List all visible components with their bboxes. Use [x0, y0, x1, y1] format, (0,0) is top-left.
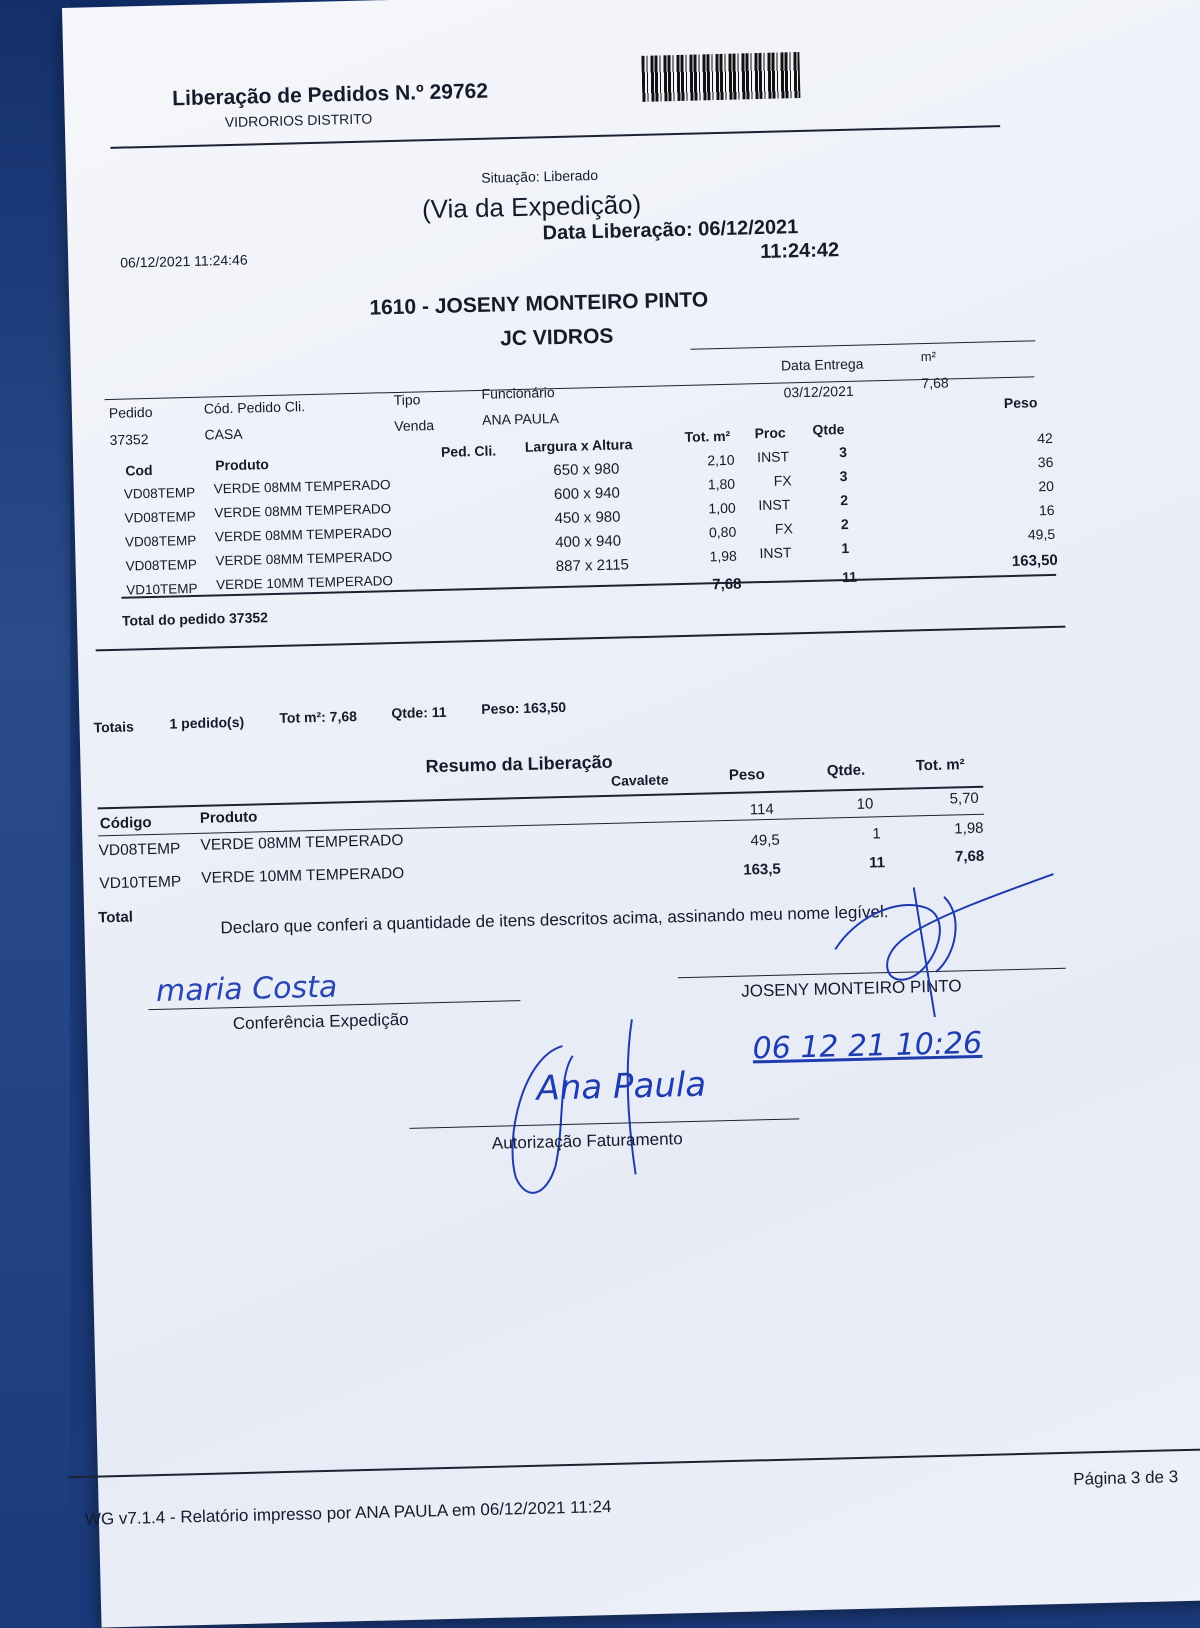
item-dimensions: 400 x 940 — [555, 532, 622, 552]
order-total-peso: 163,50 — [1011, 551, 1058, 570]
order-total-m2: 7,68 — [712, 575, 742, 594]
status-label: Situação: Liberado — [481, 166, 599, 186]
order-total-qtde: 11 — [841, 568, 858, 586]
client-order-code-label: Cód. Pedido Cli. — [203, 398, 306, 417]
summary-tot-m2: 5,70 — [949, 789, 979, 808]
client-date-handwritten: 06 12 21 10:26 — [752, 1025, 983, 1067]
col-qtde: Qtde — [812, 421, 845, 438]
totals-m2: Tot m²: 7,68 — [279, 708, 358, 726]
col-proc: Proc — [754, 424, 786, 442]
summary-header-rule — [98, 786, 984, 813]
col-ped-cli: Ped. Cli. — [440, 442, 497, 460]
type-label: Tipo — [393, 391, 421, 409]
item-cod: VD08TEMP — [124, 508, 196, 526]
client-name: 1610 - JOSENY MONTEIRO PINTO — [369, 288, 709, 320]
summary-tot-m2: 1,98 — [954, 819, 984, 838]
totals-label: Totais — [93, 718, 134, 736]
printed-timestamp: 06/12/2021 11:24:46 — [120, 251, 248, 271]
faturamento-signature-mark — [482, 1012, 747, 1208]
summary-produto: VERDE 10MM TEMPERADO — [201, 864, 405, 887]
item-proc: FX — [773, 472, 792, 489]
item-dimensions: 600 x 940 — [553, 484, 621, 504]
item-cod: VD08TEMP — [125, 556, 198, 574]
footer-rule — [68, 1448, 1200, 1478]
item-tot-m2: 2,10 — [707, 451, 735, 469]
employee-name: ANA PAULA — [481, 409, 560, 428]
footer-printed-by: WG v7.1.4 - Relatório impresso por ANA PAULA em 06/12/2021 11:24 — [84, 1497, 612, 1529]
summary-codigo: VD08TEMP — [98, 840, 181, 860]
expedicao-label: Conferência Expedição — [232, 1009, 409, 1034]
col-produto: Produto — [215, 456, 270, 474]
item-dimensions: 450 x 980 — [554, 508, 621, 528]
order-section-rule — [96, 626, 1066, 652]
expedicao-signature: maria Costa — [155, 969, 338, 1009]
employee-label: Funcionário — [481, 384, 555, 402]
item-tot-m2: 1,98 — [709, 547, 738, 565]
item-cod: VD08TEMP — [124, 532, 197, 550]
item-peso: 49,5 — [1027, 525, 1056, 543]
item-produto: VERDE 08MM TEMPERADO — [214, 525, 392, 545]
item-tot-m2: 0,80 — [708, 523, 737, 541]
faturamento-label: Autorização Faturamento — [491, 1129, 683, 1153]
faturamento-signature: Ana Paula — [536, 1064, 707, 1109]
order-number: 37352 — [109, 431, 149, 448]
delivery-date-value: 03/12/2021 — [783, 382, 854, 401]
summary-col-peso: Peso — [728, 766, 766, 784]
item-cod: VD10TEMP — [126, 580, 198, 598]
item-tot-m2: 1,80 — [707, 475, 736, 493]
company-name: VIDRORIOS DISTRITO — [224, 110, 373, 131]
summary-col-cavalete: Cavalete — [610, 771, 669, 789]
summary-total-label: Total — [98, 908, 134, 927]
item-proc: INST — [758, 496, 791, 514]
summary-total-peso: 163,5 — [743, 860, 782, 879]
order-type: Venda — [394, 417, 435, 435]
order-header-rule — [105, 376, 1035, 400]
summary-qtde: 1 — [872, 825, 881, 843]
totals-weight: Peso: 163,50 — [481, 698, 567, 717]
item-qtde: 1 — [841, 539, 850, 557]
col-cod: Cod — [125, 461, 153, 479]
client-order-code: CASA — [204, 425, 243, 443]
background-left — [0, 0, 70, 1600]
m2-label: m² — [920, 348, 937, 365]
delivery-date-label: Data Entrega — [780, 355, 864, 374]
footer-page-number: Página 3 de 3 — [1073, 1467, 1179, 1489]
col-tot-m2: Tot. m² — [684, 427, 731, 445]
item-proc: INST — [759, 544, 792, 562]
summary-col-qtde: Qtde. — [826, 761, 866, 780]
declaration-text: Declaro que conferi a quantidade de itens descritos acima, assinando meu nome legível. — [220, 902, 889, 938]
summary-col-produto: Produto — [199, 808, 258, 827]
release-date: Data Liberação: 06/12/2021 — [542, 216, 799, 245]
m2-value: 7,68 — [921, 374, 949, 392]
item-tot-m2: 1,00 — [708, 499, 736, 517]
weight-label: Peso — [1003, 394, 1038, 412]
client-signature-mark — [814, 874, 1077, 1020]
summary-col-codigo: Código — [99, 814, 152, 833]
col-dimensions: Largura x Altura — [524, 436, 633, 455]
item-qtde: 3 — [839, 467, 848, 485]
order-total-label: Total do pedido 37352 — [121, 609, 269, 629]
item-produto: VERDE 08MM TEMPERADO — [213, 477, 391, 497]
client-trade-name: JC VIDROS — [499, 324, 614, 351]
item-peso: 42 — [1037, 429, 1053, 447]
item-dimensions: 887 x 2115 — [555, 556, 630, 576]
totals-qtde: Qtde: 11 — [391, 703, 447, 722]
item-qtde: 2 — [840, 515, 849, 533]
summary-produto: VERDE 08MM TEMPERADO — [200, 831, 404, 854]
release-time: 11:24:42 — [759, 239, 840, 264]
totals-orders: 1 pedido(s) — [169, 713, 245, 732]
item-proc: INST — [756, 448, 790, 466]
summary-qtde: 10 — [856, 795, 874, 813]
item-produto: VERDE 08MM TEMPERADO — [214, 501, 392, 521]
item-proc: FX — [774, 520, 794, 537]
item-qtde: 2 — [840, 491, 849, 509]
summary-total-m2: 7,68 — [954, 847, 985, 866]
summary-col-tot-m2: Tot. m² — [915, 756, 965, 775]
barcode-graphic — [641, 52, 800, 102]
summary-total-qtde: 11 — [868, 854, 886, 872]
item-peso: 20 — [1038, 477, 1055, 495]
item-peso: 36 — [1037, 453, 1054, 471]
summary-peso: 49,5 — [750, 831, 780, 850]
item-cod: VD08TEMP — [123, 484, 196, 502]
client-signature-label: JOSENY MONTEIRO PINTO — [740, 976, 962, 1001]
item-produto: VERDE 10MM TEMPERADO — [215, 573, 394, 593]
item-peso: 16 — [1038, 501, 1055, 519]
summary-title: Resumo da Liberação — [425, 751, 613, 777]
item-dimensions: 650 x 980 — [553, 460, 620, 480]
document-title: Liberação de Pedidos N.º 29762 — [171, 79, 489, 111]
summary-codigo: VD10TEMP — [99, 873, 182, 893]
item-qtde: 3 — [838, 443, 848, 461]
summary-peso: 114 — [749, 800, 774, 819]
via-label: (Via da Expedição) — [421, 188, 642, 225]
document-sheet — [62, 0, 1200, 1628]
delivery-rule — [691, 340, 1036, 349]
item-produto: VERDE 08MM TEMPERADO — [215, 549, 393, 569]
order-label: Pedido — [108, 403, 153, 421]
